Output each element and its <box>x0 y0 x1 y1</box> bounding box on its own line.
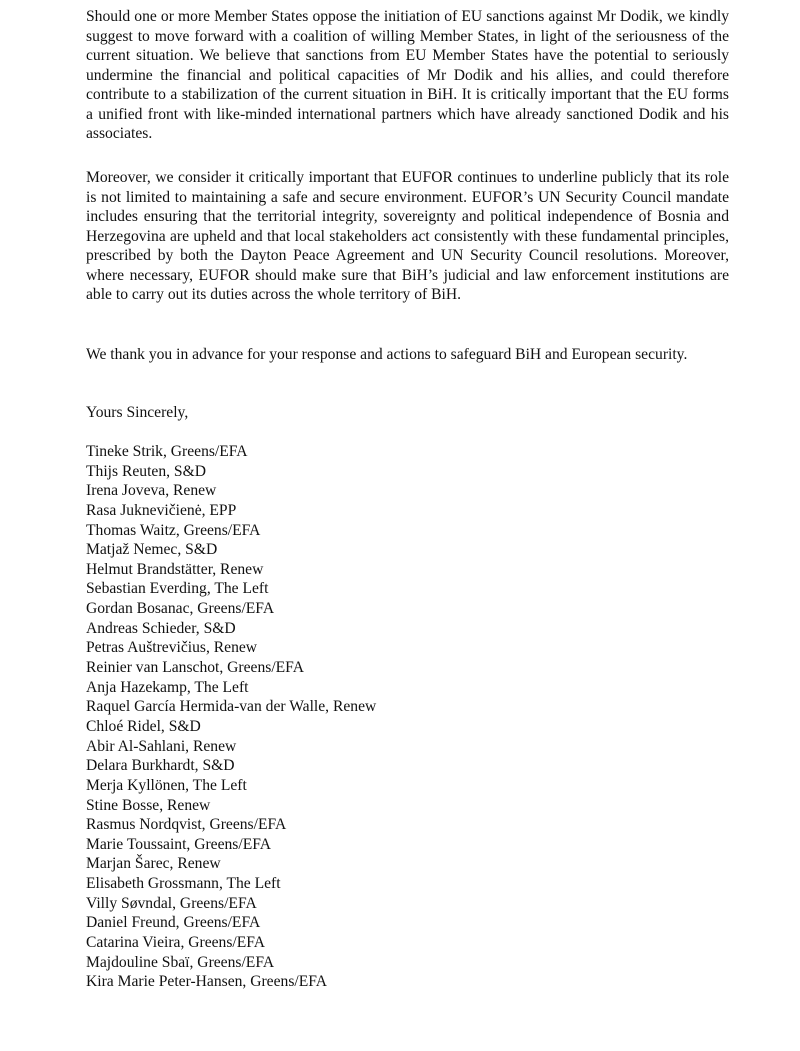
signatory: Kira Marie Peter-Hansen, Greens/EFA <box>86 973 328 991</box>
closing-salutation: Yours Sincerely, <box>86 404 189 421</box>
signatory: Matjaž Nemec, S&D <box>86 541 218 559</box>
signatory: Petras Auštrevičius, Renew <box>86 639 258 657</box>
signatory: Marjan Šarec, Renew <box>86 855 221 873</box>
signatory: Catarina Vieira, Greens/EFA <box>86 934 266 952</box>
signatory: Tineke Strik, Greens/EFA <box>86 443 248 460</box>
signatory: Merja Kyllönen, The Left <box>86 776 247 794</box>
signatory: Gordan Bosanac, Greens/EFA <box>86 600 275 618</box>
signatory: Daniel Freund, Greens/EFA <box>86 914 261 932</box>
signatory: Andreas Schieder, S&D <box>86 619 236 637</box>
signatory: Thomas Waitz, Greens/EFA <box>86 521 261 539</box>
signatory: Sebastian Everding, The Left <box>86 580 269 598</box>
signatory-list <box>86 442 376 992</box>
signatory: Anja Hazekamp, The Left <box>86 678 249 696</box>
signatory: Villy Søvndal, Greens/EFA <box>86 894 257 912</box>
signatory: Rasmus Nordqvist, Greens/EFA <box>86 816 287 834</box>
signatory: Chloé Ridel, S&D <box>86 717 201 735</box>
signatory: Stine Bosse, Renew <box>86 796 211 814</box>
signatory: Marie Toussaint, Greens/EFA <box>86 835 271 853</box>
signatory: Delara Burkhardt, S&D <box>86 757 235 775</box>
signatory: Rasa Juknevičienė, EPP <box>86 501 237 519</box>
signatory: Reinier van Lanschot, Greens/EFA <box>86 659 304 677</box>
paragraph-thanks: We thank you in advance for your response and actions to safeguard BiH and European security. <box>86 346 688 363</box>
signatory: Irena Joveva, Renew <box>86 482 217 500</box>
signatory: Raquel García Hermida-van der Walle, Renew <box>86 698 377 716</box>
paragraph-sanctions-coalition: Should one or more Member States oppose the initiation of EU sanctions against Mr Dodik, we kindly suggest to move forward with a coalition of willing Member States, in light of the seriousness of the current situation. We believe that sanctions from EU Member States have the potential to seriously undermine the financial and political capacities of Mr Dodik and his allies, and could therefore contribute to a stabilization of the current situation in BiH. It is critically important that the EU forms a unified front with like-minded international partners which have already sanctioned Dodik and his associates. <box>86 8 729 142</box>
signatory: Abir Al-Sahlani, Renew <box>86 737 237 755</box>
signatory: Helmut Brandstätter, Renew <box>86 560 264 578</box>
signatory: Elisabeth Grossmann, The Left <box>86 875 281 893</box>
signatory: Majdouline Sbaï, Greens/EFA <box>86 953 275 971</box>
paragraph-eufor-mandate: Moreover, we consider it critically important that EUFOR continues to underline publicly that its role is not limited to maintaining a safe and secure environment. EUFOR’s UN Security Council mandate includes ensuring that the territorial integrity, sovereignty and political independence of Bosnia and Herzegovina are upheld and that local stakeholders act consistently with these fundamental principles, prescribed by both the Dayton Peace Agreement and UN Security Council resolutions. Moreover, where necessary, EUFOR should make sure that BiH’s judicial and law enforcement institutions are able to carry out its duties across the whole territory of BiH. <box>86 169 729 303</box>
signatory: Thijs Reuten, S&D <box>86 462 206 480</box>
